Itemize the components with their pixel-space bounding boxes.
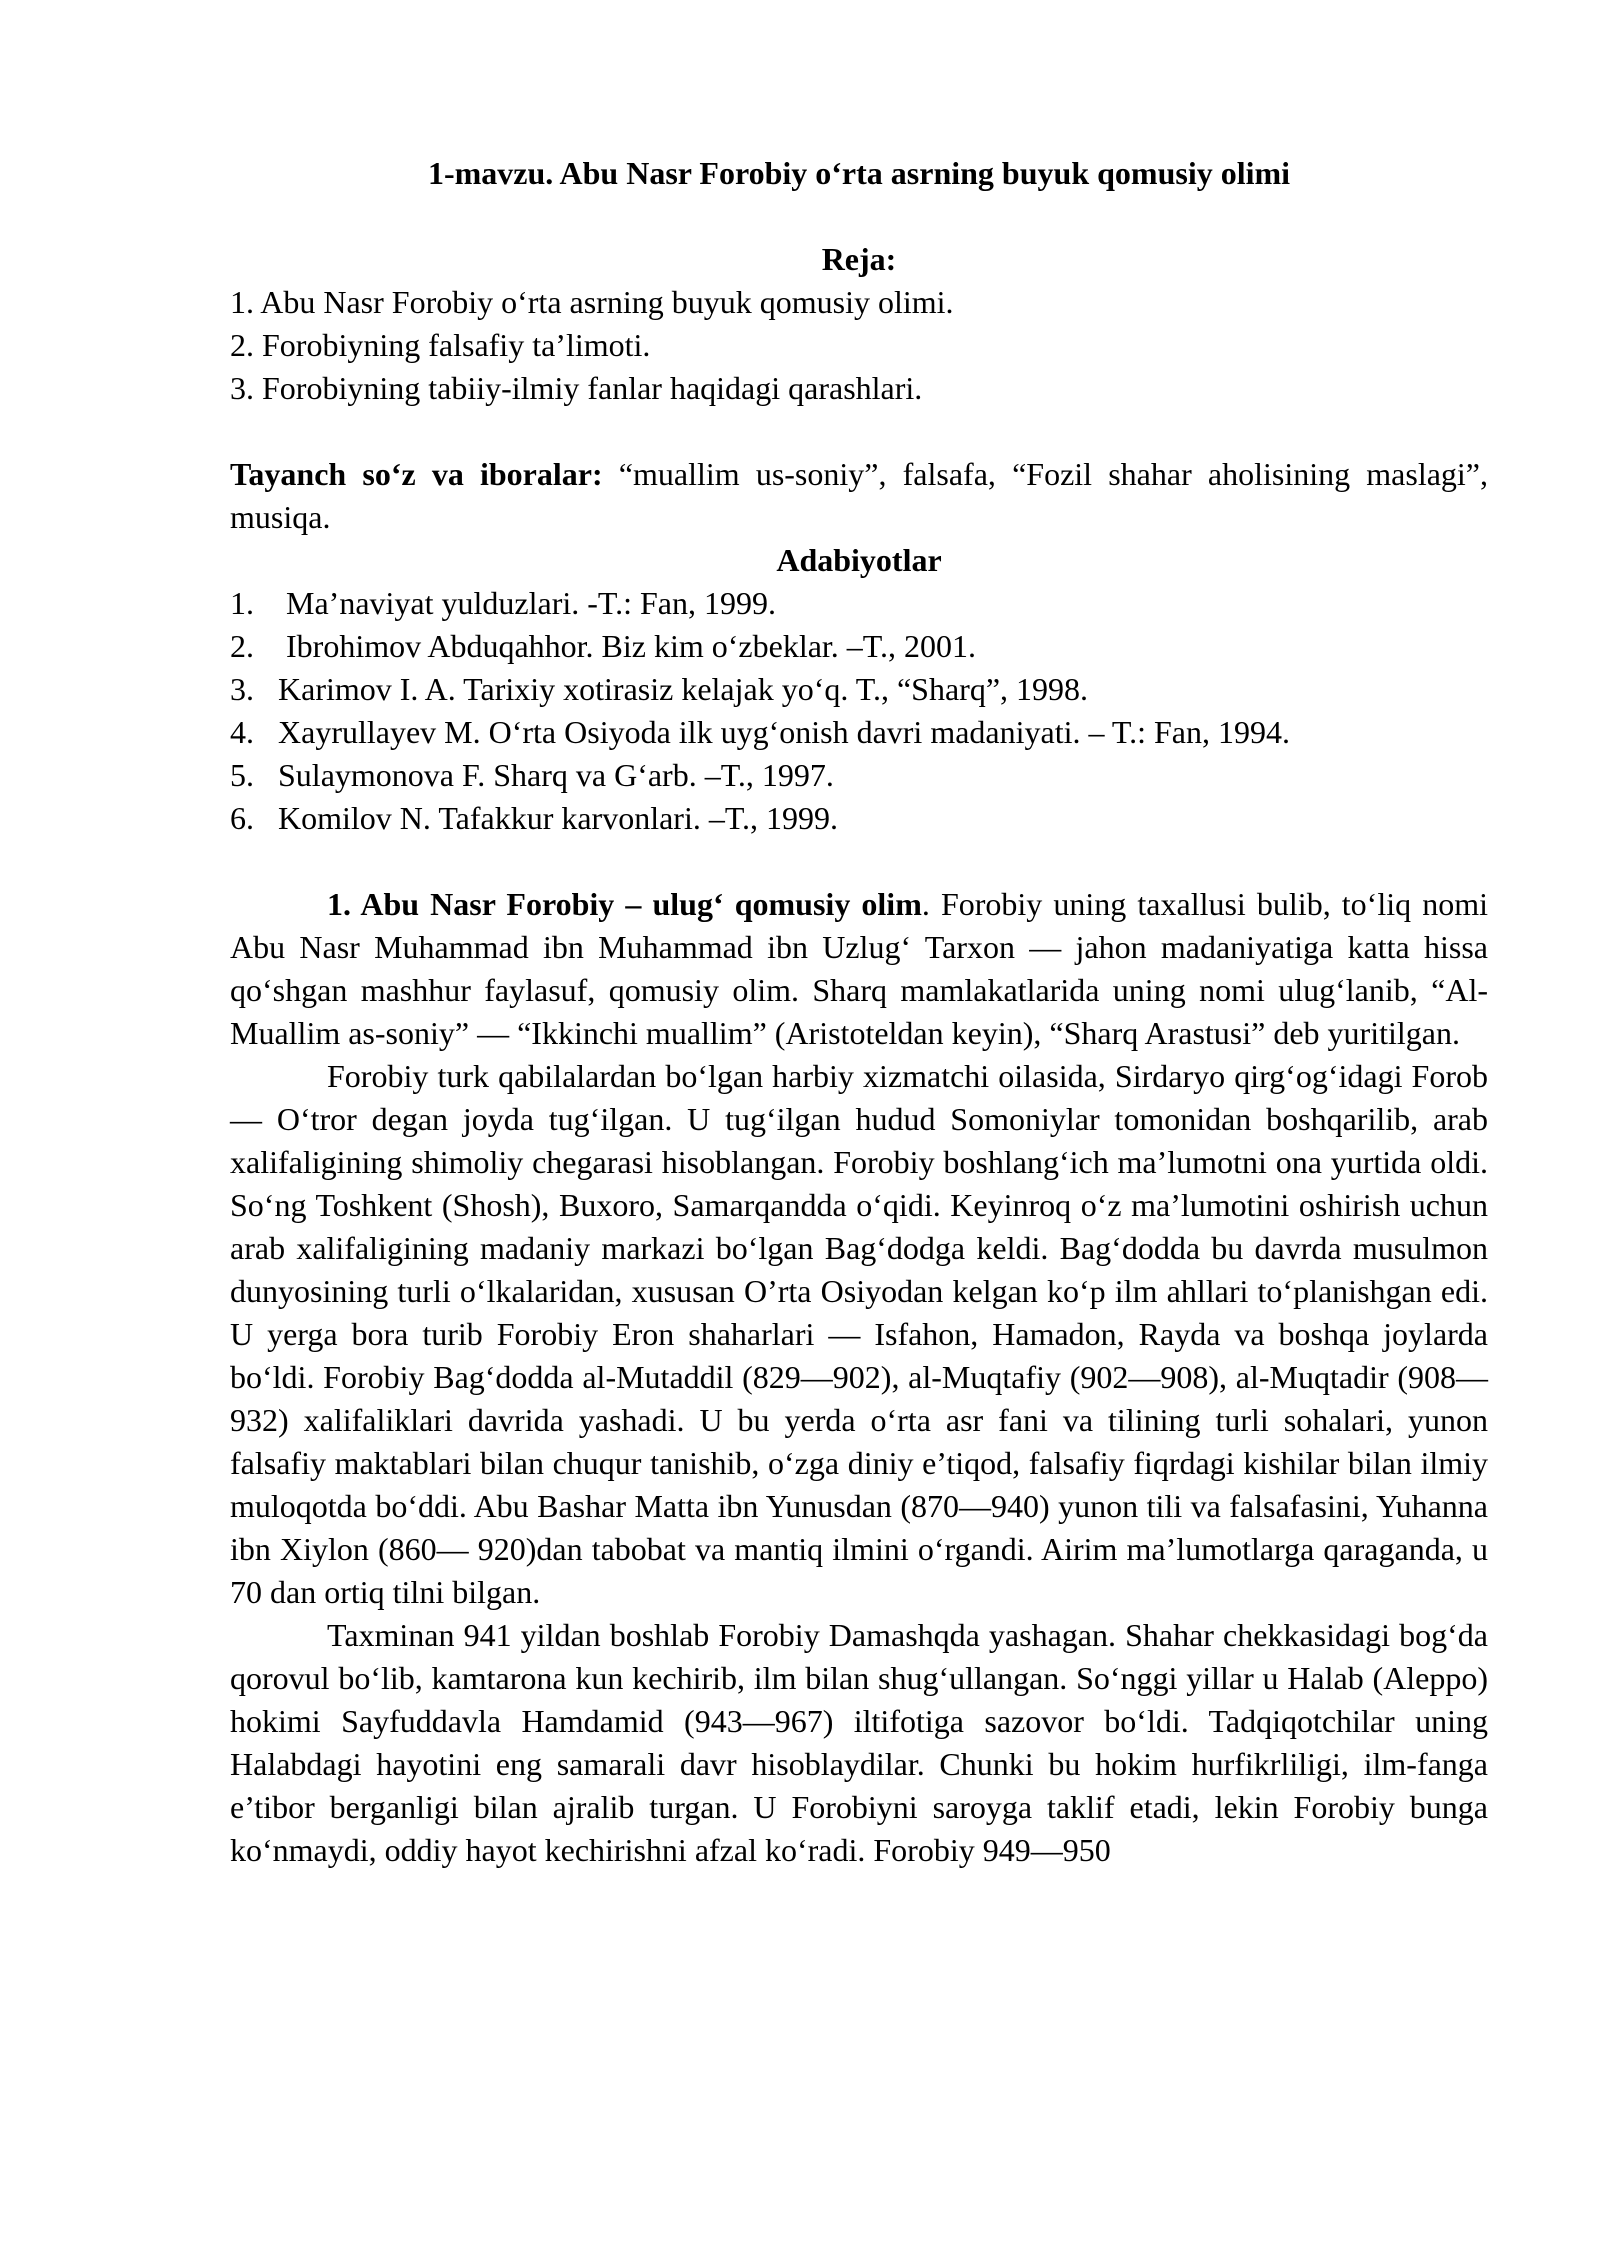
literature-number: 6.: [230, 800, 254, 836]
keywords-paragraph: [230, 453, 1488, 539]
literature-text: Xayrullayev M. O‘rta Osiyoda ilk uyg‘onish davri madaniyati. – T.: Fan, 1994.: [278, 714, 1290, 750]
literature-number: 5.: [230, 757, 254, 793]
literature-text: Ibrohimov Abduqahhor. Biz kim o‘zbeklar. –T., 2001.: [278, 628, 976, 664]
literature-text: Ma’naviyat yulduzlari. -T.: Fan, 1999.: [278, 585, 776, 621]
literature-item: [230, 668, 1488, 711]
document-page: [230, 152, 1488, 1872]
plan-item: 2. Forobiyning falsafiy ta’limoti.: [230, 327, 651, 363]
spacer: [230, 410, 1488, 453]
literature-item: [230, 754, 1488, 797]
literature-heading: Adabiyotlar: [776, 542, 942, 578]
literature-number: 2.: [230, 628, 254, 664]
literature-item: [230, 711, 1488, 754]
section-1-lead-text: . Forobiy uning taxallusi bulib, to‘liq nomi Abu Nasr Muhammad ibn Muhammad ibn Uzlug‘ Tarxon — jahon madaniyatiga katta hissa qo‘shgan mashhur faylasuf, qomusiy olim. Sharq mamlakatlarida uning nomi ulug‘lanib, “Al-Muallim as-soniy” — “Ikkinchi muallim” (Aristoteldan keyin), “Sharq Arastusi” deb yuritilgan.: [230, 886, 1489, 1051]
spacer: [230, 840, 1488, 883]
literature-text: Sulaymonova F. Sharq va G‘arb. –T., 1997.: [278, 757, 834, 793]
section-1-paragraph-3: Taxminan 941 yildan boshlab Forobiy Damashqda yashagan. Shahar chekkasidagi bog‘da qorovul bo‘lib, kamtarona kun kechirib, ilm bilan shug‘ullangan. So‘nggi yillar u Halab (Aleppo) hokimi Sayfuddavla Hamdamid (943—967) iltifotiga sazovor bo‘ldi. Tadqiqotchilar uning Halabdagi hayotini eng samarali davr hisoblaydilar. Chunki bu hokim hurfikrliligi, ilm-fanga e’tibor berganligi bilan ajralib turgan. U Forobiyni saroyga taklif etadi, lekin Forobiy bunga ko‘nmaydi, oddiy hayot kechirishni afzal ko‘radi. Forobiy 949—950: [230, 1617, 1488, 1868]
plan-heading: Reja:: [821, 241, 897, 277]
literature-item: [230, 625, 1488, 668]
literature-item: [230, 797, 1488, 840]
section-1-heading: 1. Abu Nasr Forobiy – ulug‘ qomusiy olim: [327, 886, 922, 922]
keywords-label: Tayanch so‘z va iboralar:: [230, 456, 603, 492]
document-title: 1-mavzu. Abu Nasr Forobiy o‘rta asrning buyuk qomusiy olimi: [427, 155, 1291, 191]
section-1-paragraph-1: [230, 883, 1488, 1055]
keywords-text: “muallim us-soniy”, falsafa, “Fozil shahar aholisining maslagi”, musiqa.: [230, 456, 1489, 535]
literature-number: 4.: [230, 714, 254, 750]
literature-item: [230, 582, 1488, 625]
literature-text: Karimov I. A. Tarixiy xotirasiz kelajak yo‘q. T., “Sharq”, 1998.: [278, 671, 1089, 707]
literature-number: 3.: [230, 671, 254, 707]
literature-text: Komilov N. Tafakkur karvonlari. –T., 1999.: [278, 800, 839, 836]
section-1-paragraph-2: Forobiy turk qabilalardan bo‘lgan harbiy xizmatchi oilasida, Sirdaryo qirg‘og‘idagi Forob — O‘tror degan joyda tug‘ilgan. U tug‘ilgan hudud Somoniylar tomonidan boshqarilib, arab xalifaligining shimoliy chegarasi hisoblangan. Forobiy boshlang‘ich ma’lumotni ona yurtida oldi. So‘ng Toshkent (Shosh), Buxoro, Samarqandda o‘qidi. Keyinroq o‘z ma’lumotini oshirish uchun arab xalifaligining madaniy markazi bo‘lgan Bag‘dodga keldi. Bag‘dodda bu davrda musulmon dunyosining turli o‘lkalaridan, xususan O’rta Osiyodan kelgan ko‘p ilm ahllari to‘planishgan edi. U yerga bora turib Forobiy Eron shaharlari — Isfahon, Hamadon, Rayda va boshqa joylarda bo‘ldi. Forobiy Bag‘dodda al-Mutaddil (829—902), al-Muqtafiy (902—908), al-Muqtadir (908—932) xalifaliklari davrida yashadi. U bu yerda o‘rta asr fani va tilining turli sohalari, yunon falsafiy maktablari bilan chuqur tanishib, o‘zga diniy e’tiqod, falsafiy fiqrdagi kishilar bilan ilmiy muloqotda bo‘ddi. Abu Bashar Matta ibn Yunusdan (870—940) yunon tili va falsafasini, Yuhanna ibn Xiylon (860— 920)dan tabobat va mantiq ilmini o‘rgandi. Airim ma’lumotlarga qaraganda, u 70 dan ortiq tilni bilgan.: [230, 1058, 1488, 1610]
plan-item: 3. Forobiyning tabiiy-ilmiy fanlar haqidagi qarashlari.: [230, 370, 923, 406]
plan-item: 1. Abu Nasr Forobiy o‘rta asrning buyuk qomusiy olimi.: [230, 284, 954, 320]
literature-number: 1.: [230, 585, 254, 621]
